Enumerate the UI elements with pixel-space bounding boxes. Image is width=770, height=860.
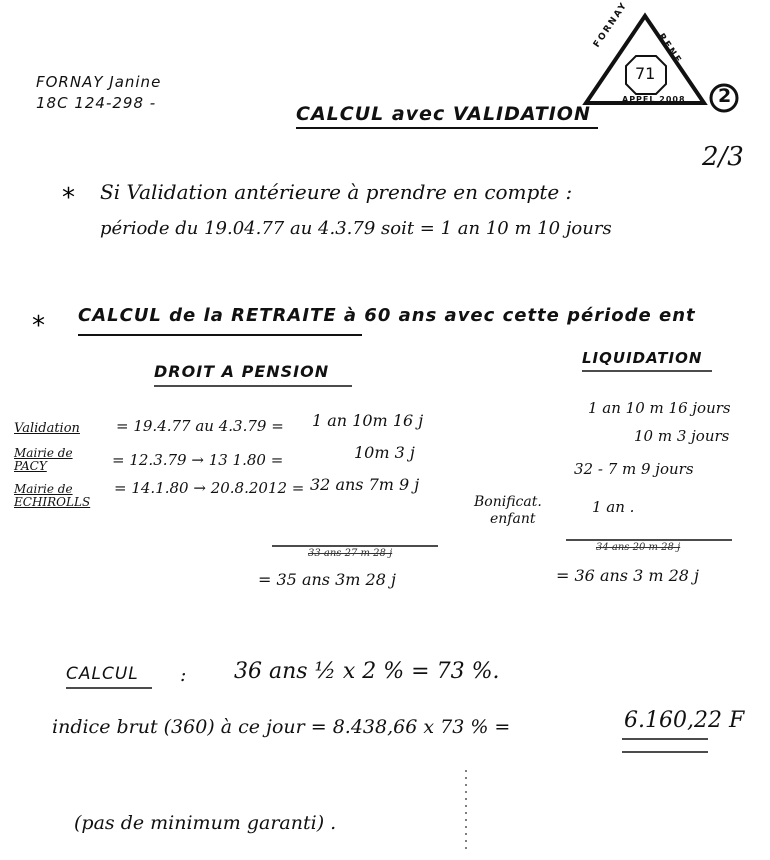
asterisk-icon: * <box>62 183 75 213</box>
liquidation-row: 1 an 10 m 16 jours <box>588 399 731 417</box>
droit-row-duration: 1 an 10m 16 j <box>312 411 424 430</box>
validation-line-2: période du 19.04.77 au 4.3.79 soit = 1 an 10 m 10 jours <box>100 218 612 239</box>
liquidation-heading: LIQUIDATION <box>582 349 703 367</box>
droit-row-label: Mairie de ECHIROLLS <box>14 482 91 509</box>
droit-strike-sum: 33 ans 27 m 28 j <box>308 548 393 559</box>
page-number: 2/3 <box>702 142 744 172</box>
liquidation-row: 10 m 3 jours <box>634 427 730 445</box>
validation-line-1: Si Validation antérieure à prendre en compte : <box>100 180 573 204</box>
circled-number: 2 <box>718 85 732 107</box>
droit-heading: DROIT A PENSION <box>154 362 330 381</box>
droit-row-label: Validation <box>14 421 80 436</box>
calcul-label: CALCUL <box>66 664 139 684</box>
stamp-number: 71 <box>635 64 656 83</box>
reference-number: 18C 124-298 - <box>36 94 157 112</box>
footer-note: (pas de minimum garanti) . <box>74 812 337 834</box>
bonification-value: 1 an . <box>592 498 635 516</box>
stamp-left-text: FORNAY <box>592 0 630 50</box>
liquidation-total: = 36 ans 3 m 28 j <box>556 566 700 585</box>
droit-row-period: = 19.4.77 au 4.3.79 = <box>116 417 284 435</box>
droit-row-period: = 14.1.80 → 20.8.2012 = <box>114 479 305 497</box>
droit-row-duration: 32 ans 7m 9 j <box>310 475 420 494</box>
droit-row-period: = 12.3.79 → 13 1.80 = <box>112 451 284 469</box>
droit-total: = 35 ans 3m 28 j <box>258 570 396 589</box>
stamp-bottom-text: APPEL 2008 <box>622 95 686 104</box>
liquidation-row: 32 - 7 m 9 jours <box>574 460 694 478</box>
person-name: FORNAY Janine <box>36 73 162 91</box>
calcul-colon: : <box>180 664 187 686</box>
asterisk-icon: * <box>32 311 45 341</box>
calcul-result: 6.160,22 F <box>624 708 745 733</box>
droit-row-duration: 10m 3 j <box>354 443 415 462</box>
section-title: CALCUL de la RETRAITE à 60 ans avec cette période ent <box>78 305 696 326</box>
liquidation-strike-sum: 34 ans 20 m 28 j <box>596 542 681 553</box>
calcul-formula: 36 ans ½ x 2 % = 73 %. <box>234 659 500 684</box>
bonification-label: Bonificat. <box>474 494 542 510</box>
droit-row-label: Mairie de PACY <box>14 446 73 473</box>
page-title: CALCUL avec VALIDATION <box>296 103 591 125</box>
stamp-right-text: RENE <box>655 32 684 67</box>
bonification-label: enfant <box>490 511 536 527</box>
indice-line: indice brut (360) à ce jour = 8.438,66 x 73 % = <box>52 716 511 738</box>
